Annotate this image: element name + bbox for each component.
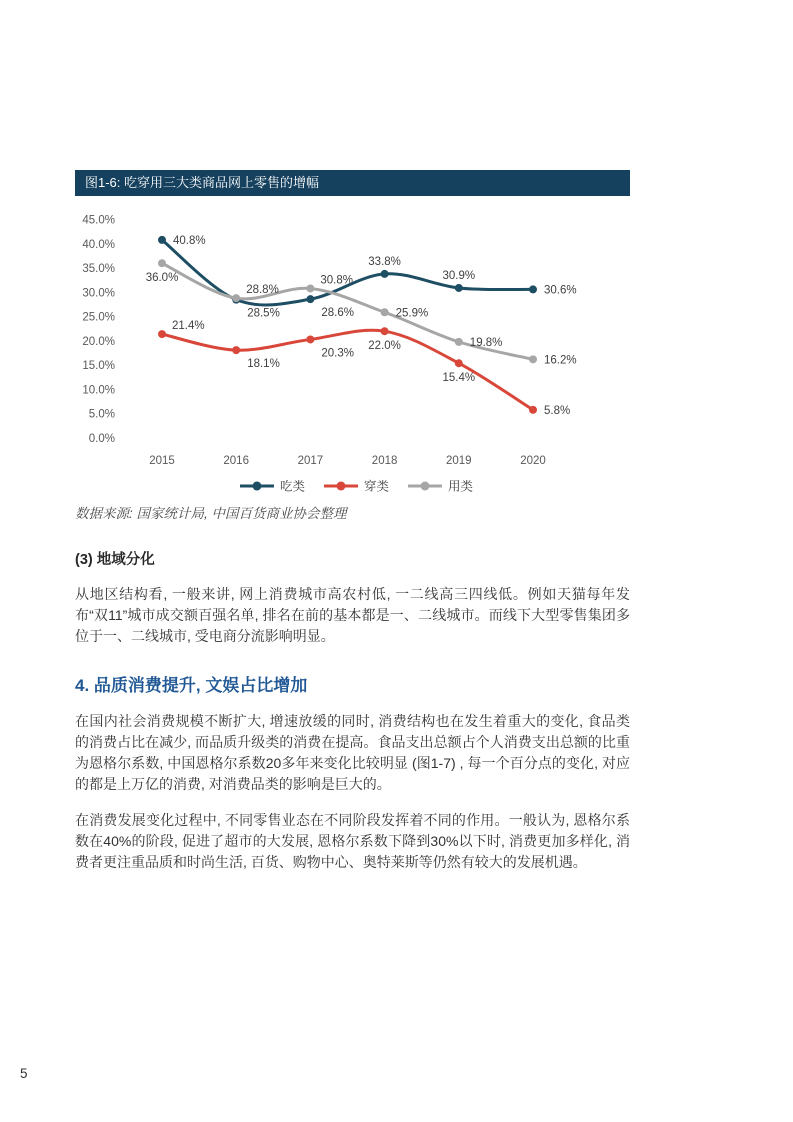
data-label: 30.6% [544, 284, 577, 297]
data-point [455, 338, 463, 346]
x-tick-label: 2016 [223, 455, 249, 467]
data-label: 19.8% [469, 336, 503, 349]
y-tick-label: 40.0% [82, 238, 115, 251]
data-label: 18.1% [247, 358, 280, 371]
data-label: 21.4% [172, 320, 205, 333]
data-point [158, 236, 166, 244]
data-label: 28.6% [321, 307, 355, 320]
section-4-heading: 4. 品质消费提升, 文娱占比增加 [75, 676, 308, 695]
data-label: 30.8% [320, 274, 354, 287]
y-tick-label: 30.0% [82, 287, 115, 300]
data-point [158, 259, 166, 267]
legend-label: 吃类 [280, 479, 306, 494]
data-point [232, 294, 240, 302]
page-content [75, 170, 630, 873]
data-label: 20.3% [321, 347, 355, 360]
x-tick-label: 2020 [520, 455, 546, 467]
page-number: 5 [20, 1066, 28, 1081]
legend-label: 用类 [448, 479, 474, 494]
data-point [455, 359, 463, 367]
data-label: 28.8% [246, 284, 279, 297]
x-tick-label: 2017 [297, 455, 324, 467]
data-point [232, 346, 240, 354]
data-point [455, 284, 463, 292]
y-tick-label: 5.0% [88, 408, 115, 421]
data-label: 40.8% [173, 234, 206, 247]
legend-marker-dot [421, 482, 430, 491]
y-tick-label: 0.0% [88, 433, 115, 445]
y-tick-label: 15.0% [82, 360, 115, 373]
y-tick-label: 10.0% [82, 384, 115, 397]
data-point [529, 406, 537, 414]
data-point [306, 284, 314, 292]
y-tick-label: 35.0% [82, 263, 115, 276]
section-4-paragraph-2: 在消费发展变化过程中, 不同零售业态在不同阶段发挥着不同的作用。一般认为, 恩格尔系数在40%的阶段, 促进了超市的大发展, 恩格尔系数下降到30%以下时, 消费更加多样化, 消费者更注重品质和时尚生活, 百货、购物中心、奥特莱斯等仍然有较大的发展机遇。 [75, 812, 630, 870]
data-point [381, 308, 389, 316]
data-label: 16.2% [544, 354, 577, 367]
data-label: 5.8% [544, 404, 571, 417]
chart-title-bar: 图1-6: 吃穿用三大类商品网上零售的增幅 [75, 170, 630, 196]
legend-marker-dot [337, 482, 346, 491]
legend-marker-dot [253, 482, 262, 491]
legend-label: 穿类 [364, 479, 390, 494]
x-tick-label: 2019 [446, 455, 472, 467]
data-point [529, 285, 537, 293]
section-4-paragraph-1: 在国内社会消费规模不断扩大, 增速放缓的同时, 消费结构也在发生着重大的变化, 食品类的消费占比在减少, 而品质升级类的消费在提高。食品支出总额占个人消费支出总额的比重为恩格尔系数, 中国恩格尔系数20多年来变化比较明显 (图1-7) , 每一个百分点的变化, 对应的都是上万亿的消费, 对消费品类的影响是巨大的。 [75, 713, 630, 792]
section-3-heading: (3) 地域分化 [75, 552, 155, 568]
section-3-paragraph: 从地区结构看, 一般来讲, 网上消费城市高农村低, 一二线高三四线低。例如天猫每年发布“双11”城市成交额百强名单, 排名在前的基本都是一、二线城市。而线下大型零售集团多位于一、二线城市, 受电商分流影响明显。 [75, 586, 630, 644]
y-tick-label: 25.0% [82, 311, 115, 324]
data-label: 33.8% [368, 255, 401, 268]
data-label: 22.0% [368, 340, 401, 353]
data-label: 15.4% [442, 372, 476, 385]
y-tick-label: 45.0% [82, 214, 115, 227]
data-label: 30.9% [442, 269, 476, 282]
data-point [381, 270, 389, 278]
series-line [162, 240, 533, 305]
data-point [158, 330, 166, 338]
data-source-note: 数据来源: 国家统计局, 中国百货商业协会整理 [75, 506, 347, 521]
line-chart [75, 196, 630, 496]
data-point [306, 335, 314, 343]
x-tick-label: 2018 [371, 455, 398, 467]
data-label: 36.0% [145, 272, 179, 285]
y-tick-label: 20.0% [82, 335, 115, 348]
data-point [529, 355, 537, 363]
x-tick-label: 2015 [149, 455, 175, 467]
figure-1-6 [75, 170, 630, 522]
data-label: 28.5% [247, 307, 280, 320]
data-label: 25.9% [395, 307, 429, 320]
data-point [381, 327, 389, 335]
data-point [306, 295, 314, 303]
